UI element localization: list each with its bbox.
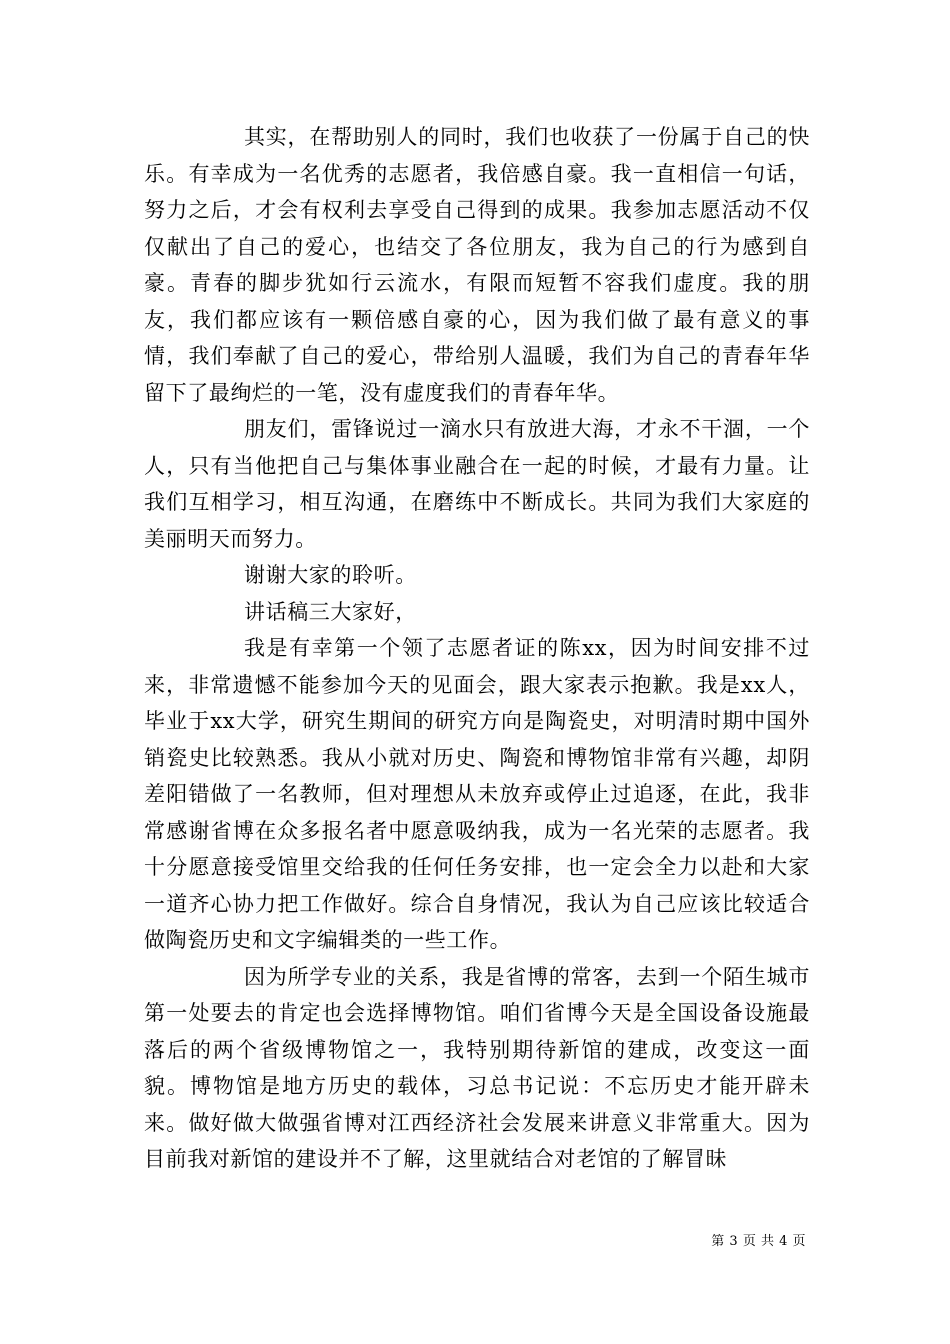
paragraph-helping-others: 其实，在帮助别人的同时，我们也收获了一份属于自己的快乐。有幸成为一名优秀的志愿者，我倍感自豪。我一直相信一句话，努力之后，才会有权利去享受自己得到的成果。我参加志愿活动不仅仅献出了自己的爱心，也结交了各位朋友，我为自己的行为感到自豪。青春的脚步犹如行云流水，有限而短暂不容我们虚度。我的朋友，我们都应该有一颗倍感自豪的心，因为我们做了最有意义的事情，我们奉献了自己的爱心，带给别人温暖，我们为自己的青春年华留下了最绚烂的一笔，没有虚度我们的青春年华。 xyxy=(144,125,810,405)
paragraph-self-introduction: 我是有幸第一个领了志愿者证的陈xx，因为时间安排不过来，非常遗憾不能参加今天的见面会，跟大家表示抱歉。我是xx人，毕业于xx大学，研究生期间的研究方向是陶瓷史，对明清时期中国外销瓷史比较熟悉。我从小就对历史、陶瓷和博物馆非常有兴趣，却阴差阳错做了一名教师，但对理想从未放弃或停止过追逐，在此，我非常感谢省博在众多报名者中愿意吸纳我，成为一名光荣的志愿者。我十分愿意接受馆里交给我的任何任务安排，也一定会全力以赴和大家一道齐心协力把工作做好。综合自身情况，我认为自己应该比较适合做陶瓷历史和文字编辑类的一些工作。 xyxy=(144,636,810,952)
body-text xyxy=(144,119,810,1178)
page-number-footer: 第 3 页 共 4 页 xyxy=(711,1234,806,1249)
paragraph-lei-feng: 朋友们，雷锋说过一滴水只有放进大海，才永不干涸，一个人，只有当他把自己与集体事业融合在一起的时候，才最有力量。让我们互相学习，相互沟通，在磨练中不断成长。共同为我们大家庭的美丽明天而努力。 xyxy=(144,417,810,551)
paragraph-speech-three-heading: 讲话稿三大家好， xyxy=(244,599,417,624)
paragraph-thanks: 谢谢大家的聆听。 xyxy=(244,563,417,587)
paragraph-museum: 因为所学专业的关系，我是省博的常客，去到一个陌生城市第一处要去的肯定也会选择博物馆。咱们省博今天是全国设备设施最落后的两个省级博物馆之一，我特别期待新馆的建成，改变这一面貌。博物馆是地方历史的载体，习总书记说：不忘历史才能开辟未来。做好做大做强省博对江西经济社会发展来讲意义非常重大。因为目前我对新馆的建设并不了解，这里就结合对老馆的了解冒昧 xyxy=(144,964,810,1171)
